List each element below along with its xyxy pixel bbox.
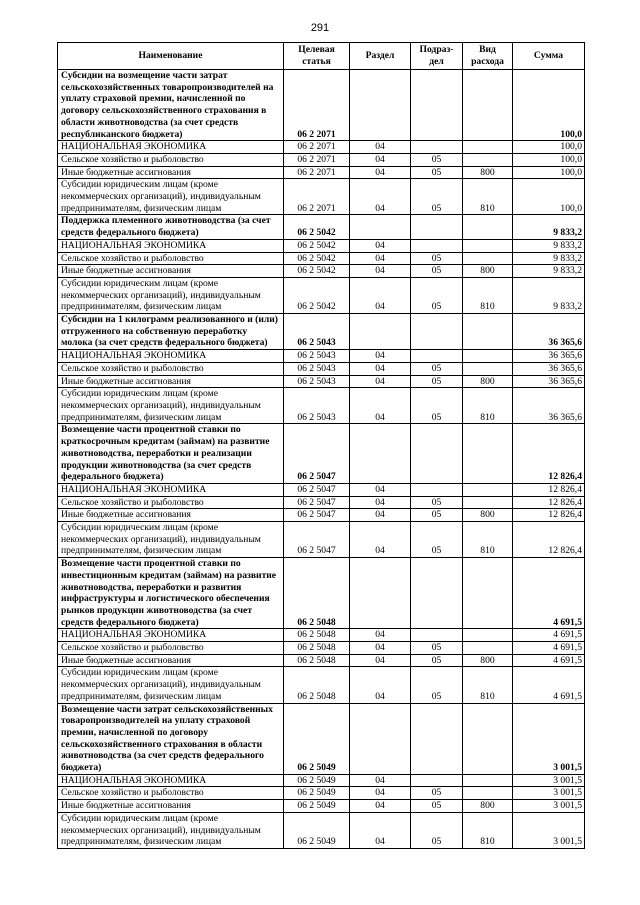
row-subsection-cell xyxy=(411,350,463,363)
row-name-cell: Субсидии на возмещение части затрат сельскохозяйственных товаропроизводителей на уплату страховой премии, начисленной по договору сельскохозяйственного страхования в области животноводства (за счет средств республиканского бюджета) xyxy=(58,70,284,141)
row-subsection-cell xyxy=(411,239,463,252)
row-expense-kind-cell: 810 xyxy=(463,277,513,313)
table-row xyxy=(58,483,585,496)
table-row xyxy=(58,774,585,787)
row-name-cell: Иные бюджетные ассигнования xyxy=(58,509,284,522)
row-subsection-cell: 05 xyxy=(411,654,463,667)
budget-table xyxy=(57,42,585,849)
row-sum-cell: 36 365,6 xyxy=(513,388,585,424)
row-expense-kind-cell xyxy=(463,350,513,363)
row-name-cell: Поддержка племенного животноводства (за счет средств федерального бюджета) xyxy=(58,215,284,239)
row-section-cell: 04 xyxy=(350,642,411,655)
row-name-cell: НАЦИОНАЛЬНАЯ ЭКОНОМИКА xyxy=(58,239,284,252)
row-subsection-cell: 05 xyxy=(411,800,463,813)
row-name-cell: Субсидии юридическим лицам (кроме некоммерческих организаций), индивидуальным предпринимателям, физическим лицам xyxy=(58,812,284,848)
table-row xyxy=(58,667,585,703)
row-name-cell: Возмещение части процентной ставки по краткосрочным кредитам (займам) на развитие животноводства, переработки и реализации продукции животноводства (за счет средств федерального бюджета) xyxy=(58,424,284,484)
row-target-article-cell: 06 2 2071 xyxy=(284,141,350,154)
row-subsection-cell xyxy=(411,215,463,239)
row-name-cell: Возмещение части затрат сельскохозяйственных товаропроизводителей на уплату страховой премии, начисленной по договору сельскохозяйственного страхования в области животноводства (за счет средств федерального бюджета) xyxy=(58,703,284,774)
row-expense-kind-cell xyxy=(463,153,513,166)
table-row xyxy=(58,277,585,313)
row-name-cell: НАЦИОНАЛЬНАЯ ЭКОНОМИКА xyxy=(58,141,284,154)
row-sum-cell: 3 001,5 xyxy=(513,774,585,787)
row-section-cell xyxy=(350,215,411,239)
row-sum-cell: 4 691,5 xyxy=(513,667,585,703)
row-sum-cell: 100,0 xyxy=(513,70,585,141)
row-section-cell: 04 xyxy=(350,800,411,813)
row-sum-cell: 4 691,5 xyxy=(513,642,585,655)
row-subsection-cell: 05 xyxy=(411,277,463,313)
row-subsection-cell xyxy=(411,424,463,484)
row-subsection-cell: 05 xyxy=(411,375,463,388)
row-sum-cell: 9 833,2 xyxy=(513,215,585,239)
table-row xyxy=(58,70,585,141)
table-row xyxy=(58,314,585,350)
row-sum-cell: 3 001,5 xyxy=(513,703,585,774)
row-section-cell xyxy=(350,314,411,350)
header-expense-kind: Вид расхода xyxy=(463,43,513,70)
table-row xyxy=(58,812,585,848)
row-target-article-cell: 06 2 5042 xyxy=(284,239,350,252)
table-row xyxy=(58,179,585,215)
row-name-cell: Сельское хозяйство и рыболовство xyxy=(58,362,284,375)
row-target-article-cell: 06 2 5047 xyxy=(284,496,350,509)
row-expense-kind-cell: 800 xyxy=(463,509,513,522)
row-target-article-cell: 06 2 5049 xyxy=(284,787,350,800)
row-target-article-cell: 06 2 5048 xyxy=(284,629,350,642)
row-name-cell: Сельское хозяйство и рыболовство xyxy=(58,642,284,655)
row-target-article-cell: 06 2 5048 xyxy=(284,558,350,629)
row-sum-cell: 12 826,4 xyxy=(513,522,585,558)
row-expense-kind-cell: 800 xyxy=(463,166,513,179)
row-subsection-cell: 05 xyxy=(411,509,463,522)
row-subsection-cell xyxy=(411,70,463,141)
row-target-article-cell: 06 2 5047 xyxy=(284,424,350,484)
row-expense-kind-cell xyxy=(463,314,513,350)
row-section-cell: 04 xyxy=(350,629,411,642)
table-row xyxy=(58,252,585,265)
row-expense-kind-cell xyxy=(463,70,513,141)
row-name-cell: НАЦИОНАЛЬНАЯ ЭКОНОМИКА xyxy=(58,483,284,496)
row-sum-cell: 36 365,6 xyxy=(513,314,585,350)
row-subsection-cell xyxy=(411,141,463,154)
header-name: Наименование xyxy=(58,43,284,70)
row-target-article-cell: 06 2 5047 xyxy=(284,483,350,496)
row-expense-kind-cell: 800 xyxy=(463,375,513,388)
row-section-cell: 04 xyxy=(350,166,411,179)
row-section-cell: 04 xyxy=(350,787,411,800)
table-row xyxy=(58,141,585,154)
row-target-article-cell: 06 2 5048 xyxy=(284,667,350,703)
row-name-cell: Иные бюджетные ассигнования xyxy=(58,375,284,388)
row-target-article-cell: 06 2 2071 xyxy=(284,70,350,141)
table-row xyxy=(58,388,585,424)
row-subsection-cell: 05 xyxy=(411,667,463,703)
table-row xyxy=(58,703,585,774)
row-subsection-cell: 05 xyxy=(411,166,463,179)
row-section-cell: 04 xyxy=(350,375,411,388)
row-name-cell: НАЦИОНАЛЬНАЯ ЭКОНОМИКА xyxy=(58,629,284,642)
row-target-article-cell: 06 2 2071 xyxy=(284,166,350,179)
row-subsection-cell: 05 xyxy=(411,812,463,848)
row-target-article-cell: 06 2 5042 xyxy=(284,215,350,239)
table-row xyxy=(58,424,585,484)
row-section-cell: 04 xyxy=(350,265,411,278)
table-row xyxy=(58,362,585,375)
row-sum-cell: 36 365,6 xyxy=(513,375,585,388)
row-name-cell: Субсидии юридическим лицам (кроме некоммерческих организаций), индивидуальным предпринимателям, физическим лицам xyxy=(58,667,284,703)
row-section-cell: 04 xyxy=(350,509,411,522)
row-section-cell xyxy=(350,70,411,141)
row-target-article-cell: 06 2 5047 xyxy=(284,522,350,558)
row-expense-kind-cell xyxy=(463,215,513,239)
row-subsection-cell: 05 xyxy=(411,522,463,558)
row-sum-cell: 3 001,5 xyxy=(513,812,585,848)
row-section-cell: 04 xyxy=(350,252,411,265)
table-row xyxy=(58,265,585,278)
row-target-article-cell: 06 2 5043 xyxy=(284,388,350,424)
row-sum-cell: 100,0 xyxy=(513,153,585,166)
header-sum: Сумма xyxy=(513,43,585,70)
row-target-article-cell: 06 2 5048 xyxy=(284,654,350,667)
row-sum-cell: 4 691,5 xyxy=(513,629,585,642)
row-name-cell: Иные бюджетные ассигнования xyxy=(58,265,284,278)
row-subsection-cell: 05 xyxy=(411,787,463,800)
row-expense-kind-cell xyxy=(463,424,513,484)
row-section-cell: 04 xyxy=(350,774,411,787)
row-expense-kind-cell: 810 xyxy=(463,667,513,703)
row-target-article-cell: 06 2 5042 xyxy=(284,265,350,278)
row-name-cell: Иные бюджетные ассигнования xyxy=(58,166,284,179)
row-sum-cell: 12 826,4 xyxy=(513,496,585,509)
table-row xyxy=(58,509,585,522)
row-sum-cell: 3 001,5 xyxy=(513,787,585,800)
row-sum-cell: 9 833,2 xyxy=(513,265,585,278)
row-section-cell: 04 xyxy=(350,362,411,375)
row-subsection-cell xyxy=(411,703,463,774)
row-name-cell: Сельское хозяйство и рыболовство xyxy=(58,787,284,800)
table-row xyxy=(58,800,585,813)
row-sum-cell: 100,0 xyxy=(513,166,585,179)
row-sum-cell: 9 833,2 xyxy=(513,239,585,252)
row-target-article-cell: 06 2 5043 xyxy=(284,314,350,350)
header-section: Раздел xyxy=(350,43,411,70)
row-expense-kind-cell: 810 xyxy=(463,812,513,848)
row-target-article-cell: 06 2 2071 xyxy=(284,153,350,166)
row-section-cell: 04 xyxy=(350,483,411,496)
row-expense-kind-cell: 810 xyxy=(463,388,513,424)
row-subsection-cell: 05 xyxy=(411,265,463,278)
row-target-article-cell: 06 2 5049 xyxy=(284,703,350,774)
row-expense-kind-cell xyxy=(463,252,513,265)
table-row xyxy=(58,496,585,509)
row-expense-kind-cell: 800 xyxy=(463,265,513,278)
table-row xyxy=(58,350,585,363)
row-section-cell: 04 xyxy=(350,350,411,363)
table-row xyxy=(58,522,585,558)
row-expense-kind-cell xyxy=(463,362,513,375)
row-section-cell: 04 xyxy=(350,812,411,848)
row-expense-kind-cell xyxy=(463,787,513,800)
page-number: 291 xyxy=(310,22,330,34)
row-subsection-cell: 05 xyxy=(411,642,463,655)
row-subsection-cell: 05 xyxy=(411,153,463,166)
row-target-article-cell: 06 2 5049 xyxy=(284,774,350,787)
row-expense-kind-cell xyxy=(463,558,513,629)
row-subsection-cell: 05 xyxy=(411,388,463,424)
table-row xyxy=(58,375,585,388)
table-row xyxy=(58,153,585,166)
row-expense-kind-cell xyxy=(463,239,513,252)
table-body xyxy=(58,70,585,849)
table-header-row xyxy=(58,43,585,70)
row-subsection-cell xyxy=(411,558,463,629)
row-name-cell: Возмещение части процентной ставки по инвестиционным кредитам (займам) на развитие животноводства, переработки и развития инфраструктуры и логистического обеспечения рынков продукции животноводства (за счет средств федерального бюджета) xyxy=(58,558,284,629)
row-section-cell: 04 xyxy=(350,153,411,166)
row-target-article-cell: 06 2 5043 xyxy=(284,375,350,388)
table-row xyxy=(58,654,585,667)
row-sum-cell: 12 826,4 xyxy=(513,424,585,484)
row-subsection-cell: 05 xyxy=(411,252,463,265)
row-subsection-cell: 05 xyxy=(411,362,463,375)
row-section-cell: 04 xyxy=(350,277,411,313)
row-subsection-cell xyxy=(411,314,463,350)
row-name-cell: Субсидии юридическим лицам (кроме некоммерческих организаций), индивидуальным предпринимателям, физическим лицам xyxy=(58,277,284,313)
row-section-cell xyxy=(350,558,411,629)
row-sum-cell: 4 691,5 xyxy=(513,654,585,667)
row-subsection-cell: 05 xyxy=(411,496,463,509)
row-sum-cell: 9 833,2 xyxy=(513,252,585,265)
row-name-cell: НАЦИОНАЛЬНАЯ ЭКОНОМИКА xyxy=(58,350,284,363)
table-row xyxy=(58,215,585,239)
row-target-article-cell: 06 2 5049 xyxy=(284,812,350,848)
table-row xyxy=(58,642,585,655)
row-name-cell: НАЦИОНАЛЬНАЯ ЭКОНОМИКА xyxy=(58,774,284,787)
row-sum-cell: 12 826,4 xyxy=(513,509,585,522)
row-section-cell: 04 xyxy=(350,388,411,424)
header-subsection: Подраз-дел xyxy=(411,43,463,70)
row-sum-cell: 4 691,5 xyxy=(513,558,585,629)
row-expense-kind-cell xyxy=(463,483,513,496)
row-target-article-cell: 06 2 5049 xyxy=(284,800,350,813)
row-target-article-cell: 06 2 5043 xyxy=(284,350,350,363)
row-section-cell xyxy=(350,424,411,484)
row-section-cell: 04 xyxy=(350,179,411,215)
row-expense-kind-cell: 800 xyxy=(463,800,513,813)
row-section-cell: 04 xyxy=(350,667,411,703)
row-name-cell: Сельское хозяйство и рыболовство xyxy=(58,153,284,166)
row-target-article-cell: 06 2 5043 xyxy=(284,362,350,375)
row-sum-cell: 12 826,4 xyxy=(513,483,585,496)
table-row xyxy=(58,239,585,252)
row-subsection-cell xyxy=(411,483,463,496)
row-name-cell: Субсидии юридическим лицам (кроме некоммерческих организаций), индивидуальным предпринимателям, физическим лицам xyxy=(58,522,284,558)
row-section-cell: 04 xyxy=(350,654,411,667)
row-target-article-cell: 06 2 5042 xyxy=(284,252,350,265)
row-sum-cell: 100,0 xyxy=(513,179,585,215)
row-name-cell: Сельское хозяйство и рыболовство xyxy=(58,496,284,509)
table-row xyxy=(58,629,585,642)
row-section-cell: 04 xyxy=(350,239,411,252)
row-target-article-cell: 06 2 5048 xyxy=(284,642,350,655)
row-expense-kind-cell xyxy=(463,496,513,509)
row-name-cell: Субсидии юридическим лицам (кроме некоммерческих организаций), индивидуальным предпринимателям, физическим лицам xyxy=(58,179,284,215)
row-expense-kind-cell: 810 xyxy=(463,179,513,215)
row-target-article-cell: 06 2 5047 xyxy=(284,509,350,522)
row-name-cell: Субсидии на 1 килограмм реализованного и (или) отгруженного на собственную переработку молока (за счет средств федерального бюджета) xyxy=(58,314,284,350)
row-target-article-cell: 06 2 2071 xyxy=(284,179,350,215)
row-section-cell: 04 xyxy=(350,522,411,558)
row-target-article-cell: 06 2 5042 xyxy=(284,277,350,313)
row-sum-cell: 36 365,6 xyxy=(513,362,585,375)
table-row xyxy=(58,166,585,179)
row-subsection-cell xyxy=(411,774,463,787)
row-name-cell: Сельское хозяйство и рыболовство xyxy=(58,252,284,265)
row-expense-kind-cell xyxy=(463,629,513,642)
header-target-article: Целевая статья xyxy=(284,43,350,70)
row-expense-kind-cell xyxy=(463,141,513,154)
row-sum-cell: 100,0 xyxy=(513,141,585,154)
row-expense-kind-cell: 810 xyxy=(463,522,513,558)
row-sum-cell: 36 365,6 xyxy=(513,350,585,363)
row-name-cell: Иные бюджетные ассигнования xyxy=(58,800,284,813)
row-sum-cell: 3 001,5 xyxy=(513,800,585,813)
table-row xyxy=(58,558,585,629)
row-section-cell: 04 xyxy=(350,141,411,154)
row-section-cell xyxy=(350,703,411,774)
row-expense-kind-cell: 800 xyxy=(463,654,513,667)
table-row xyxy=(58,787,585,800)
row-name-cell: Иные бюджетные ассигнования xyxy=(58,654,284,667)
row-expense-kind-cell xyxy=(463,642,513,655)
row-section-cell: 04 xyxy=(350,496,411,509)
row-expense-kind-cell xyxy=(463,703,513,774)
row-name-cell: Субсидии юридическим лицам (кроме некоммерческих организаций), индивидуальным предпринимателям, физическим лицам xyxy=(58,388,284,424)
row-subsection-cell xyxy=(411,629,463,642)
row-subsection-cell: 05 xyxy=(411,179,463,215)
row-expense-kind-cell xyxy=(463,774,513,787)
row-sum-cell: 9 833,2 xyxy=(513,277,585,313)
